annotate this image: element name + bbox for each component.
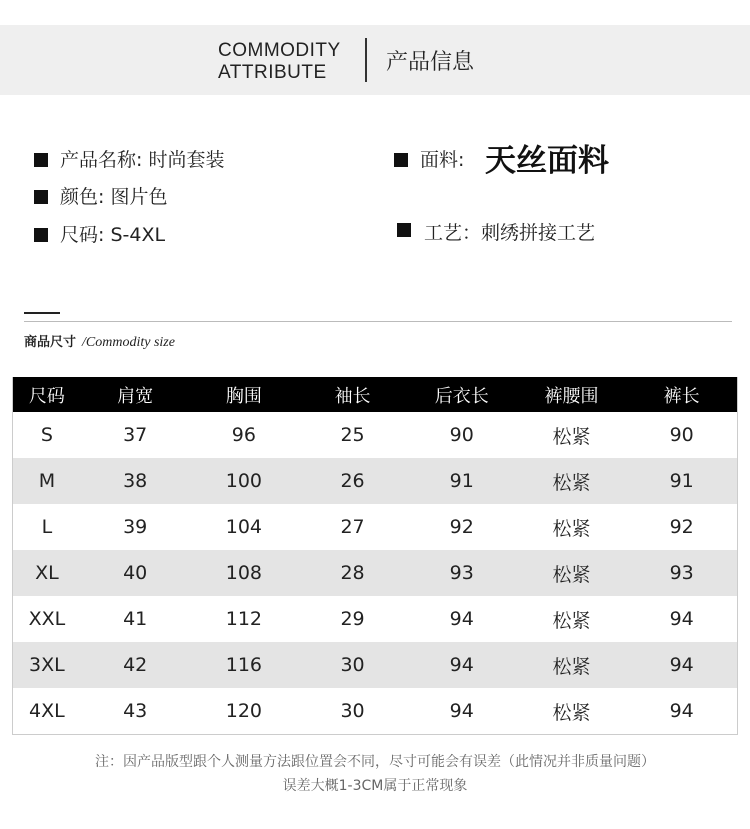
table-cell: 28 (340, 562, 365, 584)
table-cell: 91 (449, 470, 474, 492)
table-cell: 92 (669, 516, 694, 538)
table-cell: 4XL (29, 700, 65, 722)
table-cell: 94 (669, 608, 694, 630)
table-cell: 38 (123, 470, 148, 492)
bullet-icon (397, 223, 411, 237)
table-row (13, 642, 737, 688)
bullet-icon (394, 153, 408, 167)
table-cell: 92 (449, 516, 474, 538)
table-cell: 3XL (29, 654, 65, 676)
table-row (13, 412, 737, 458)
table-cell: 27 (340, 516, 365, 538)
table-cell: 37 (123, 424, 148, 446)
table-cell: 松紧 (552, 655, 591, 678)
table-cell: 94 (669, 700, 694, 722)
table-cell: 90 (669, 424, 694, 446)
attr-product-name: 产品名称: 时尚套装 (60, 149, 225, 171)
header-title-en (218, 40, 341, 84)
attr-fabric-value: 天丝面料 (485, 143, 609, 179)
table-cell: 93 (449, 562, 474, 584)
size-section-title (24, 331, 175, 351)
table-cell: 松紧 (552, 609, 591, 632)
table-cell: 108 (225, 562, 262, 584)
table-cell: 116 (225, 654, 262, 676)
table-row (13, 688, 737, 734)
header-divider (365, 38, 367, 82)
attr-color: 颜色: 图片色 (60, 186, 168, 208)
header-cell-chest: 胸围 (225, 385, 262, 407)
table-cell: 112 (225, 608, 262, 630)
table-cell: XL (35, 562, 59, 584)
table-cell: 120 (225, 700, 262, 722)
header-cell-pants-length: 裤长 (663, 385, 700, 407)
header-cell-waist: 裤腰围 (544, 385, 599, 407)
disclaimer-line1: 注：因产品版型跟个人测量方法跟位置会不同，尽寸可能会有误差（此情况并非质量问题） (95, 754, 655, 770)
table-cell: 40 (123, 562, 148, 584)
bullet-icon (34, 228, 48, 242)
table-cell: 29 (340, 608, 365, 630)
attr-size: 尺码: S-4XL (60, 224, 166, 246)
section-accent-rule (24, 312, 60, 314)
table-cell: 94 (449, 654, 474, 676)
table-cell: 90 (449, 424, 474, 446)
table-cell: 26 (340, 470, 365, 492)
size-section-title-en: /Commodity size (82, 335, 175, 350)
table-cell: 94 (449, 608, 474, 630)
table-cell: 93 (669, 562, 694, 584)
table-cell: 25 (340, 424, 365, 446)
header-title-en-line1: COMMODITY (218, 40, 341, 61)
header-cell-size: 尺码 (28, 385, 65, 407)
bullet-icon (34, 153, 48, 167)
section-divider (24, 321, 732, 322)
table-cell: M (38, 470, 56, 492)
header-cell-back-length: 后衣长 (434, 385, 489, 407)
table-row (13, 596, 737, 642)
table-cell: 松紧 (552, 701, 591, 724)
bullet-icon (34, 190, 48, 204)
table-cell: XXL (28, 608, 66, 630)
table-cell: 松紧 (552, 517, 591, 540)
table-cell: 42 (123, 654, 148, 676)
attr-craft: 工艺：刺绣拼接工艺 (424, 222, 596, 244)
size-table (12, 377, 738, 735)
table-cell: 104 (225, 516, 262, 538)
table-row (13, 550, 737, 596)
table-cell: 30 (340, 700, 365, 722)
size-table-header (13, 377, 737, 412)
table-cell: 96 (231, 424, 256, 446)
table-cell: 松紧 (552, 425, 591, 448)
header-band (0, 25, 750, 95)
table-cell: 91 (669, 470, 694, 492)
table-cell: 100 (225, 470, 262, 492)
table-row (13, 458, 737, 504)
header-title-cn: 产品信息 (386, 50, 475, 75)
table-cell: L (41, 516, 53, 538)
table-cell: 39 (123, 516, 148, 538)
table-cell: 94 (449, 700, 474, 722)
disclaimer-line2: 误差大概1-3CM属于正常现象 (282, 778, 468, 794)
header-cell-shoulder: 肩宽 (117, 385, 154, 407)
table-cell: S (40, 424, 53, 446)
table-cell: 30 (340, 654, 365, 676)
table-cell: 松紧 (552, 563, 591, 586)
header-cell-sleeve: 袖长 (334, 385, 371, 407)
size-section-title-cn: 商品尺寸 (24, 335, 77, 350)
header-title-en-line2: ATTRIBUTE (218, 62, 327, 83)
table-row (13, 504, 737, 550)
table-cell: 松紧 (552, 471, 591, 494)
table-cell: 43 (123, 700, 148, 722)
table-cell: 94 (669, 654, 694, 676)
table-cell: 41 (123, 608, 148, 630)
attr-fabric-label: 面料: (420, 149, 465, 171)
